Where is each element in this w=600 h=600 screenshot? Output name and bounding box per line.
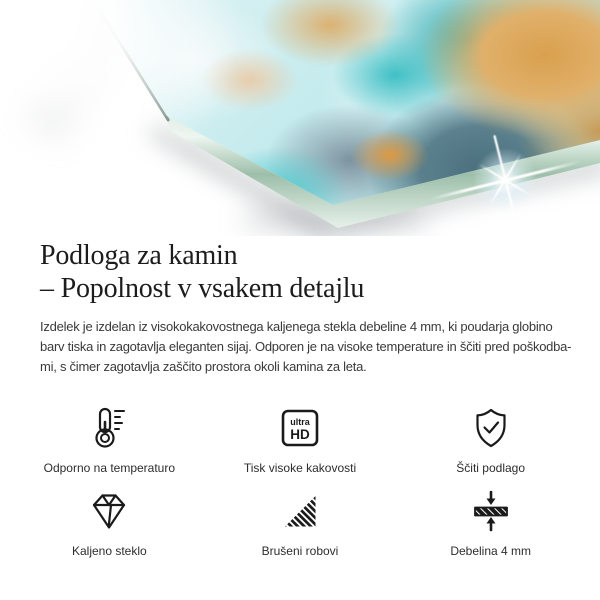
thickness-icon <box>469 488 513 534</box>
feature-grid <box>14 405 586 559</box>
svg-text:ultra: ultra <box>290 417 310 427</box>
description-line: barv tiska in zagotavlja eleganten sijaj. Odporen je na visoke temperature in ščiti pred poškodba- <box>40 339 572 354</box>
feature-protection <box>395 405 586 476</box>
description-line: mi, s čimer zagotavlja zaščito prostora okoli kamina za leta. <box>40 359 367 374</box>
feature-label: Ščiti podlago <box>456 461 526 475</box>
page-title <box>40 239 560 305</box>
feature-temperature <box>14 405 205 476</box>
page-title-line2: – Popolnost v vsakem detajlu <box>40 273 365 304</box>
product-description <box>40 317 572 377</box>
feature-polished-edges <box>205 488 396 559</box>
ultra-hd-icon <box>278 405 322 451</box>
feature-label: Odporno na temperaturo <box>43 461 176 475</box>
feature-print-quality <box>205 405 396 476</box>
feature-thickness <box>395 488 586 559</box>
beveled-edges-icon <box>278 488 322 534</box>
product-hero-image <box>0 0 600 236</box>
diamond-icon <box>87 488 131 534</box>
feature-label: Debelina 4 mm <box>450 544 532 558</box>
feature-label: Kaljeno steklo <box>71 544 147 558</box>
description-line: Izdelek je izdelan iz visokokakovostnega kaljenega stekla debeline 4 mm, ki poudarja globino <box>40 319 553 334</box>
feature-label: Tisk visoke kakovosti <box>243 461 357 475</box>
page-title-line1: Podloga za kamin <box>40 240 238 271</box>
shield-check-icon <box>469 405 513 451</box>
svg-text:HD: HD <box>290 427 310 442</box>
thermometer-icon <box>87 405 131 451</box>
feature-tempered-glass <box>14 488 205 559</box>
feature-label: Brušeni robovi <box>261 544 339 558</box>
